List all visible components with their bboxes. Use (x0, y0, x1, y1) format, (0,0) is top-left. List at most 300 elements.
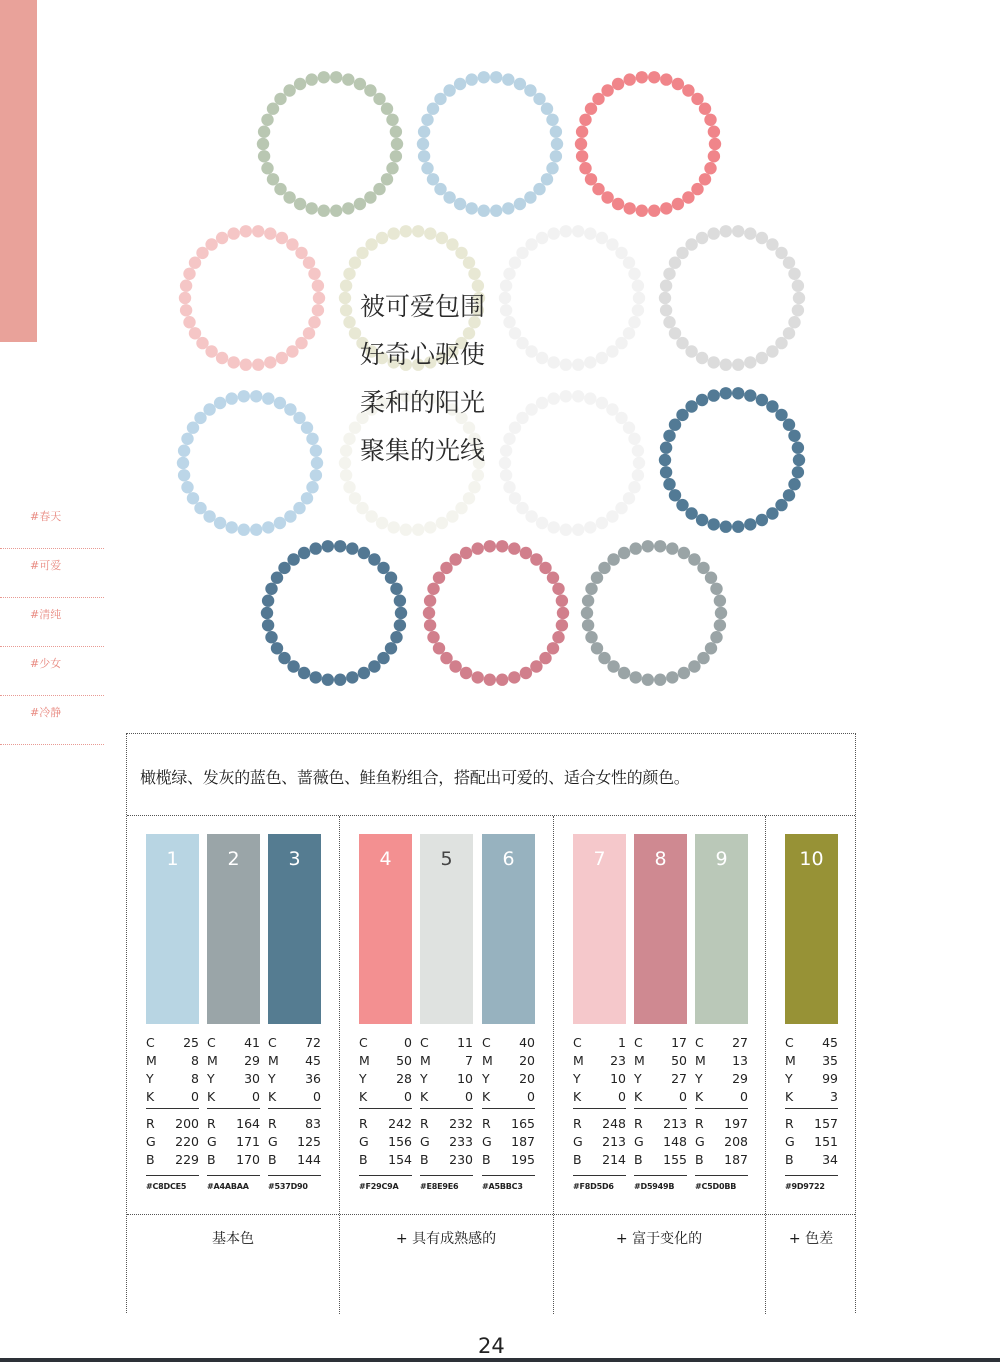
tag-girl[interactable]: #少女 (0, 647, 104, 696)
channel-letter: C (420, 1035, 429, 1050)
cmyk-value: 0 (465, 1089, 473, 1104)
rgb-value: 157 (814, 1116, 838, 1131)
cmyk-row (634, 1034, 687, 1052)
rgb-row (695, 1133, 748, 1151)
channel-letter: B (420, 1152, 429, 1167)
hex-code: #9D9722 (785, 1175, 838, 1191)
channel-letter: M (573, 1053, 584, 1068)
hex-code: #D5949B (634, 1175, 687, 1191)
color-values (359, 1034, 412, 1191)
cmyk-value: 0 (191, 1089, 199, 1104)
channel-letter: K (634, 1089, 643, 1104)
cmyk-row (634, 1070, 687, 1088)
channel-letter: B (573, 1152, 582, 1167)
cmyk-value: 28 (396, 1071, 412, 1086)
channel-letter: B (634, 1152, 643, 1167)
channel-letter: R (482, 1116, 491, 1131)
bottom-rule (0, 1358, 1000, 1362)
hex-code: #F29C9A (359, 1175, 412, 1191)
channel-letter: B (695, 1152, 704, 1167)
cmyk-value: 27 (732, 1035, 748, 1050)
rgb-value: 213 (663, 1116, 687, 1131)
channel-letter: G (482, 1134, 492, 1149)
group-label-divider (127, 1214, 855, 1215)
rgb-value: 200 (175, 1116, 199, 1131)
rgb-value: 83 (305, 1116, 321, 1131)
channel-letter: C (359, 1035, 368, 1050)
channel-letter: K (268, 1089, 277, 1104)
channel-letter: K (482, 1089, 491, 1104)
dotted-ring (659, 225, 805, 371)
rgb-row (785, 1133, 838, 1151)
rgb-row (268, 1133, 321, 1151)
rgb-row (785, 1151, 838, 1169)
swatch-number: 10 (799, 848, 824, 870)
channel-letter: M (482, 1053, 493, 1068)
cmyk-value: 3 (830, 1089, 838, 1104)
channel-letter: M (420, 1053, 431, 1068)
page-number: 24 (478, 1334, 505, 1358)
channel-letter: G (695, 1134, 705, 1149)
cmyk-value: 35 (822, 1053, 838, 1068)
swatch-number: 6 (502, 848, 515, 870)
cmyk-row (420, 1034, 473, 1052)
swatch-column (482, 834, 535, 1191)
rgb-row (146, 1151, 199, 1169)
dotted-ring (423, 540, 569, 686)
channel-letter: M (268, 1053, 279, 1068)
channel-letter: Y (207, 1071, 215, 1086)
channel-letter: M (359, 1053, 370, 1068)
rgb-row (482, 1151, 535, 1169)
cmyk-row (207, 1034, 260, 1052)
cmyk-value: 23 (610, 1053, 626, 1068)
channel-letter: G (146, 1134, 156, 1149)
cmyk-value: 29 (732, 1071, 748, 1086)
cmyk-row (146, 1088, 199, 1106)
channel-letter: M (785, 1053, 796, 1068)
cmyk-row (785, 1034, 838, 1052)
cmyk-row (634, 1088, 687, 1106)
color-swatch[interactable] (268, 834, 321, 1024)
color-swatch[interactable] (573, 834, 626, 1024)
cmyk-value: 36 (305, 1071, 321, 1086)
rgb-value: 144 (297, 1152, 321, 1167)
cmyk-value: 0 (404, 1035, 412, 1050)
channel-letter: K (420, 1089, 429, 1104)
channel-letter: C (482, 1035, 491, 1050)
swatch-column (573, 834, 626, 1191)
channel-letter: Y (146, 1071, 154, 1086)
rgb-row (573, 1133, 626, 1151)
rgb-value: 229 (175, 1152, 199, 1167)
cmyk-value: 10 (610, 1071, 626, 1086)
separator (268, 1108, 321, 1109)
cmyk-value: 0 (618, 1089, 626, 1104)
color-values (482, 1034, 535, 1191)
cmyk-value: 0 (527, 1089, 535, 1104)
cmyk-row (695, 1070, 748, 1088)
cmyk-value: 13 (732, 1053, 748, 1068)
cmyk-row (573, 1052, 626, 1070)
rgb-value: 232 (449, 1116, 473, 1131)
rgb-row (420, 1133, 473, 1151)
palette-panel (126, 733, 856, 1313)
rgb-value: 155 (663, 1152, 687, 1167)
swatch-column (695, 834, 748, 1191)
swatch-number: 1 (166, 848, 179, 870)
channel-letter: R (785, 1116, 794, 1131)
channel-letter: B (482, 1152, 491, 1167)
rgb-value: 248 (602, 1116, 626, 1131)
rgb-value: 220 (175, 1134, 199, 1149)
rgb-value: 187 (511, 1134, 535, 1149)
cmyk-value: 20 (519, 1071, 535, 1086)
rgb-row (359, 1133, 412, 1151)
channel-letter: K (207, 1089, 216, 1104)
cmyk-row (695, 1088, 748, 1106)
cmyk-value: 11 (457, 1035, 473, 1050)
tag-spring[interactable]: #春天 (0, 500, 104, 549)
cmyk-value: 29 (244, 1053, 260, 1068)
cmyk-value: 99 (822, 1071, 838, 1086)
color-swatch[interactable] (482, 834, 535, 1024)
tag-cute[interactable]: #可爱 (0, 549, 104, 598)
channel-letter: G (420, 1134, 430, 1149)
cmyk-row (359, 1070, 412, 1088)
cmyk-value: 0 (252, 1089, 260, 1104)
dotted-ring (417, 71, 563, 217)
channel-letter: Y (482, 1071, 490, 1086)
swatch-column (146, 834, 199, 1191)
rgb-row (634, 1133, 687, 1151)
channel-letter: B (207, 1152, 216, 1167)
rgb-value: 214 (602, 1152, 626, 1167)
rgb-value: 213 (602, 1134, 626, 1149)
channel-letter: R (268, 1116, 277, 1131)
group-label-mature: + 具有成熟感的 (395, 1231, 497, 1247)
rgb-row (695, 1115, 748, 1133)
tag-calm[interactable]: #冷静 (0, 696, 104, 745)
channel-letter: B (785, 1152, 794, 1167)
channel-letter: G (573, 1134, 583, 1149)
channel-letter: K (146, 1089, 155, 1104)
hex-code: #E8E9E6 (420, 1175, 473, 1191)
rgb-row (268, 1151, 321, 1169)
cmyk-value: 1 (618, 1035, 626, 1050)
cmyk-value: 7 (465, 1053, 473, 1068)
cmyk-row (695, 1034, 748, 1052)
cmyk-row (785, 1070, 838, 1088)
rgb-value: 230 (449, 1152, 473, 1167)
swatch-number: 4 (379, 848, 392, 870)
swatch-column (785, 834, 838, 1191)
channel-letter: R (359, 1116, 368, 1131)
separator (634, 1108, 687, 1109)
rgb-value: 125 (297, 1134, 321, 1149)
channel-letter: M (634, 1053, 645, 1068)
rgb-value: 170 (236, 1152, 260, 1167)
channel-letter: C (634, 1035, 643, 1050)
swatch-number: 8 (654, 848, 667, 870)
dotted-ring (179, 225, 325, 371)
cmyk-row (207, 1070, 260, 1088)
slogan (360, 283, 485, 475)
channel-letter: M (146, 1053, 157, 1068)
color-swatch[interactable] (359, 834, 412, 1024)
cmyk-value: 30 (244, 1071, 260, 1086)
slogan-line: 好奇心驱使 (360, 340, 486, 369)
channel-letter: Y (634, 1071, 642, 1086)
channel-letter: Y (359, 1071, 367, 1086)
dotted-ring (499, 225, 645, 371)
channel-letter: C (207, 1035, 216, 1050)
channel-letter: K (695, 1089, 704, 1104)
rgb-value: 151 (814, 1134, 838, 1149)
rgb-value: 34 (822, 1152, 838, 1167)
rgb-row (573, 1151, 626, 1169)
cmyk-row (420, 1052, 473, 1070)
cmyk-value: 8 (191, 1053, 199, 1068)
dotted-ring (575, 71, 721, 217)
rgb-value: 171 (236, 1134, 260, 1149)
channel-letter: R (573, 1116, 582, 1131)
color-values (634, 1034, 687, 1191)
channel-letter: K (573, 1089, 582, 1104)
cmyk-row (482, 1070, 535, 1088)
cmyk-value: 50 (671, 1053, 687, 1068)
channel-letter: Y (420, 1071, 428, 1086)
rgb-row (207, 1133, 260, 1151)
cmyk-row (268, 1088, 321, 1106)
rgb-row (785, 1115, 838, 1133)
cmyk-row (420, 1088, 473, 1106)
separator (573, 1108, 626, 1109)
group-label-basic: 基本色 (212, 1231, 254, 1247)
cmyk-row (785, 1088, 838, 1106)
dotted-ring (581, 540, 727, 686)
cmyk-row (146, 1052, 199, 1070)
rgb-row (359, 1151, 412, 1169)
dotted-ring (261, 540, 407, 686)
rgb-row (482, 1133, 535, 1151)
rgb-row (420, 1115, 473, 1133)
cmyk-value: 10 (457, 1071, 473, 1086)
separator (146, 1108, 199, 1109)
color-values (695, 1034, 748, 1191)
cmyk-row (634, 1052, 687, 1070)
slogan-line: 柔和的阳光 (360, 388, 486, 417)
cmyk-row (146, 1034, 199, 1052)
color-swatch[interactable] (695, 834, 748, 1024)
channel-letter: C (573, 1035, 582, 1050)
cmyk-row (207, 1088, 260, 1106)
slogan-line: 聚集的光线 (360, 436, 486, 465)
rgb-value: 164 (236, 1116, 260, 1131)
cmyk-value: 27 (671, 1071, 687, 1086)
cmyk-row (359, 1034, 412, 1052)
color-values (207, 1034, 260, 1191)
rgb-row (573, 1115, 626, 1133)
channel-letter: G (268, 1134, 278, 1149)
rgb-value: 154 (388, 1152, 412, 1167)
group-label-varied: + 富于变化的 (615, 1231, 703, 1247)
channel-letter: C (785, 1035, 794, 1050)
cmyk-row (359, 1052, 412, 1070)
cmyk-value: 17 (671, 1035, 687, 1050)
channel-letter: C (695, 1035, 704, 1050)
cmyk-row (482, 1052, 535, 1070)
rgb-value: 165 (511, 1116, 535, 1131)
channel-letter: B (359, 1152, 368, 1167)
hex-code: #A5BBC3 (482, 1175, 535, 1191)
channel-letter: B (146, 1152, 155, 1167)
channel-letter: B (268, 1152, 277, 1167)
rgb-value: 208 (724, 1134, 748, 1149)
cmyk-value: 72 (305, 1035, 321, 1050)
tag-pure[interactable]: #清纯 (0, 598, 104, 647)
swatch-column (634, 834, 687, 1191)
rgb-value: 197 (724, 1116, 748, 1131)
separator (785, 1108, 838, 1109)
dotted-ring (499, 390, 645, 536)
cmyk-row (573, 1088, 626, 1106)
rgb-row (695, 1151, 748, 1169)
hex-code: #537D90 (268, 1175, 321, 1191)
color-values (420, 1034, 473, 1191)
channel-letter: R (146, 1116, 155, 1131)
rgb-row (420, 1151, 473, 1169)
color-values (268, 1034, 321, 1191)
swatch-column (268, 834, 321, 1191)
cmyk-row (573, 1034, 626, 1052)
palette-description: 橄榄绿、发灰的蓝色、蔷薇色、鲑鱼粉组合，搭配出可爱的、适合女性的颜色。 (127, 734, 855, 816)
rgb-value: 233 (449, 1134, 473, 1149)
color-swatch[interactable] (785, 834, 838, 1024)
channel-letter: Y (695, 1071, 703, 1086)
cmyk-row (268, 1070, 321, 1088)
swatch-column (420, 834, 473, 1191)
swatch-number: 9 (715, 848, 728, 870)
swatch-number: 7 (593, 848, 606, 870)
cmyk-row (268, 1034, 321, 1052)
channel-letter: Y (268, 1071, 276, 1086)
dotted-ring (257, 71, 403, 217)
color-swatch[interactable] (634, 834, 687, 1024)
cmyk-value: 0 (740, 1089, 748, 1104)
cmyk-value: 41 (244, 1035, 260, 1050)
cmyk-row (146, 1070, 199, 1088)
rgb-row (207, 1151, 260, 1169)
rgb-row (359, 1115, 412, 1133)
separator (695, 1108, 748, 1109)
dotted-ring (177, 390, 323, 536)
separator (482, 1108, 535, 1109)
color-swatch[interactable] (146, 834, 199, 1024)
channel-letter: R (634, 1116, 643, 1131)
dotted-ring (659, 387, 805, 533)
separator (420, 1108, 473, 1109)
rgb-row (634, 1151, 687, 1169)
swatch-column (359, 834, 412, 1191)
channel-letter: C (268, 1035, 277, 1050)
channel-letter: R (420, 1116, 429, 1131)
slogan-line: 被可爱包围 (360, 292, 486, 321)
cmyk-row (482, 1088, 535, 1106)
channel-letter: C (146, 1035, 155, 1050)
rgb-value: 195 (511, 1152, 535, 1167)
cmyk-row (695, 1052, 748, 1070)
rgb-row (268, 1115, 321, 1133)
channel-letter: K (359, 1089, 368, 1104)
swatch-number: 2 (227, 848, 240, 870)
cmyk-row (785, 1052, 838, 1070)
color-values (573, 1034, 626, 1191)
channel-letter: M (207, 1053, 218, 1068)
hex-code: #F8D5D6 (573, 1175, 626, 1191)
cmyk-value: 0 (679, 1089, 687, 1104)
swatch-column (207, 834, 260, 1191)
channel-letter: G (359, 1134, 369, 1149)
cmyk-value: 25 (183, 1035, 199, 1050)
hex-code: #C5D0BB (695, 1175, 748, 1191)
cmyk-row (359, 1088, 412, 1106)
color-values (785, 1034, 838, 1191)
cmyk-value: 20 (519, 1053, 535, 1068)
separator (359, 1108, 412, 1109)
color-swatch[interactable] (420, 834, 473, 1024)
rgb-value: 148 (663, 1134, 687, 1149)
rgb-row (146, 1115, 199, 1133)
rgb-row (146, 1133, 199, 1151)
channel-letter: Y (573, 1071, 581, 1086)
cmyk-value: 45 (305, 1053, 321, 1068)
cmyk-row (482, 1034, 535, 1052)
cmyk-value: 0 (313, 1089, 321, 1104)
rgb-row (207, 1115, 260, 1133)
hex-code: #A4ABAA (207, 1175, 260, 1191)
channel-letter: G (785, 1134, 795, 1149)
channel-letter: M (695, 1053, 706, 1068)
rgb-row (634, 1115, 687, 1133)
swatch-number: 5 (440, 848, 453, 870)
cmyk-value: 50 (396, 1053, 412, 1068)
cmyk-value: 0 (404, 1089, 412, 1104)
color-values (146, 1034, 199, 1191)
channel-letter: Y (785, 1071, 793, 1086)
channel-letter: R (207, 1116, 216, 1131)
rgb-value: 187 (724, 1152, 748, 1167)
channel-letter: K (785, 1089, 794, 1104)
rgb-value: 156 (388, 1134, 412, 1149)
rgb-value: 242 (388, 1116, 412, 1131)
channel-letter: G (207, 1134, 217, 1149)
cmyk-row (420, 1070, 473, 1088)
color-swatch[interactable] (207, 834, 260, 1024)
channel-letter: R (695, 1116, 704, 1131)
swatch-number: 3 (288, 848, 301, 870)
hex-code: #C8DCE5 (146, 1175, 199, 1191)
cmyk-value: 45 (822, 1035, 838, 1050)
group-label-accent: + 色差 (788, 1231, 834, 1247)
cmyk-row (268, 1052, 321, 1070)
channel-letter: G (634, 1134, 644, 1149)
cmyk-value: 40 (519, 1035, 535, 1050)
cmyk-row (573, 1070, 626, 1088)
cmyk-value: 8 (191, 1071, 199, 1086)
rgb-row (482, 1115, 535, 1133)
cmyk-row (207, 1052, 260, 1070)
